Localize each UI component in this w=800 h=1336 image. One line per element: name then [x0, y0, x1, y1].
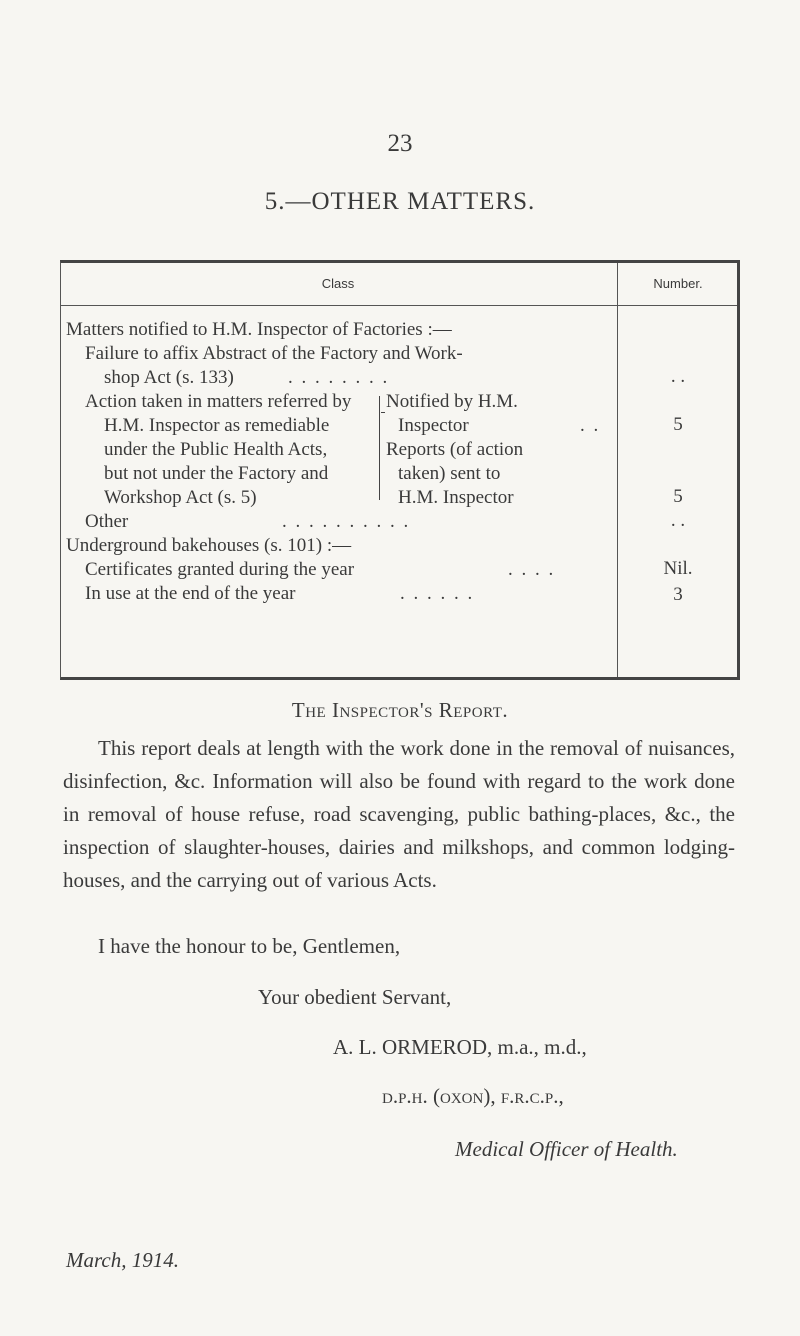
report-paragraph: This report deals at length with the work done in the removal of nuisances, disinfection, &c. Information will also be found with regard to the work done in removal of house refuse, road scavenging, public bathing-places, &c., the inspection of slaughter-houses, dairies and milkshops, and common lodging-houses, and the carrying out of various Acts. [63, 736, 735, 892]
row-in-use-number: 3 [673, 584, 683, 605]
sub-reports-line2: taken) sent to [398, 463, 501, 484]
row-action-line4: but not under the Factory and [104, 463, 329, 484]
row-certificates-number: Nil. [663, 558, 693, 579]
closing-line: I have the honour to be, Gentlemen, [98, 934, 401, 958]
brace [379, 396, 380, 500]
page-number: 23 [387, 130, 413, 157]
section-title: 5.—OTHER MATTERS. [264, 188, 536, 215]
officer-title: Medical Officer of Health. [455, 1137, 678, 1161]
row-failure-dots: . . . . . . . . [288, 367, 390, 388]
sub-reports-line1: Reports (of action [386, 439, 524, 460]
report-heading: The Inspector's Report. [291, 698, 509, 722]
row-bakehouses-heading: Underground bakehouses (s. 101) :— [66, 535, 352, 556]
header-rule [61, 305, 737, 306]
sub-notified-line1: Notified by H.M. [386, 391, 518, 412]
row-action-line3: under the Public Health Acts, [104, 439, 328, 460]
row-certificates: Certificates granted during the year [85, 559, 355, 580]
row-failure-line1: Failure to affix Abstract of the Factory and Work- [85, 343, 463, 364]
sub-reports-line3: H.M. Inspector [398, 487, 514, 508]
row-in-use: In use at the end of the year [85, 583, 296, 604]
header-class: Class [321, 276, 355, 291]
row-action-line5: Workshop Act (s. 5) [104, 487, 257, 508]
brace-tip [381, 412, 385, 413]
report-date: March, 1914. [66, 1248, 179, 1272]
row-action-line1: Action taken in matters referred by [85, 391, 352, 412]
row-other-dots: . . . . . . . . . . [282, 511, 411, 532]
salutation: Your obedient Servant, [258, 985, 452, 1009]
column-divider [617, 263, 618, 677]
row-factories-heading: Matters notified to H.M. Inspector of Factories :— [66, 319, 452, 340]
row-certificates-dots: . . . . [508, 559, 556, 580]
row-other-number: . . [670, 510, 686, 531]
degrees: d.p.h. (oxon), f.r.c.p., [382, 1084, 564, 1108]
row-failure-number: . . [670, 366, 686, 387]
row-action-line2: H.M. Inspector as remediable [104, 415, 330, 436]
row-other: Other [85, 511, 129, 532]
row-failure-line2: shop Act (s. 133) [104, 367, 234, 388]
sub-reports-number: 5 [673, 486, 683, 507]
sub-notified-dots: . . [580, 415, 601, 436]
sub-notified-number: 5 [673, 414, 683, 435]
row-in-use-dots: . . . . . . [400, 583, 475, 604]
signature: A. L. ORMEROD, m.a., m.d., [333, 1035, 587, 1059]
sub-notified-line2: Inspector [398, 415, 469, 436]
header-number: Number. [653, 276, 703, 291]
